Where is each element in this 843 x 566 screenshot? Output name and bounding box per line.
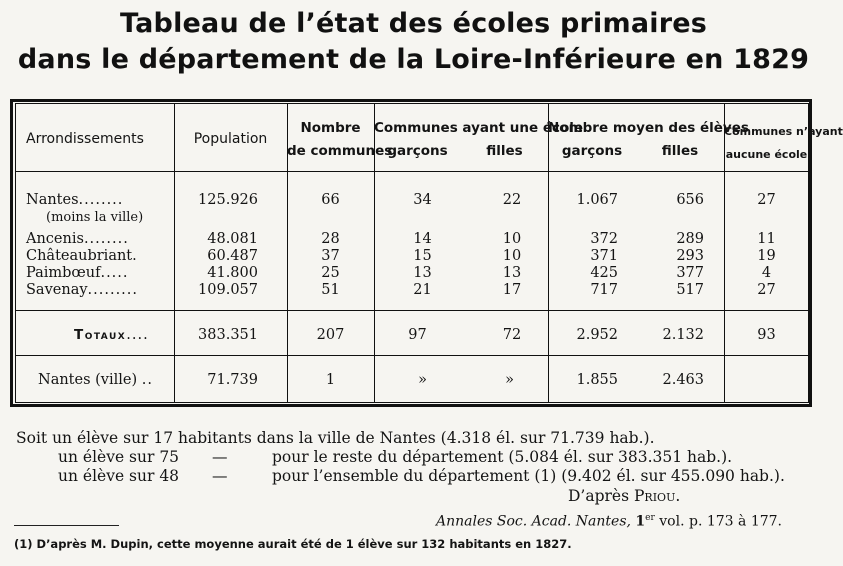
header-arrondissements: Arrondissements	[26, 131, 144, 147]
ville-divider	[15, 355, 809, 356]
row-arrondissement-cell	[26, 192, 123, 209]
row-arrondissement-name: Paimbœuf	[26, 265, 101, 281]
ville-dots: ..	[141, 372, 153, 388]
totals-divider	[15, 310, 809, 311]
row-arrondissement-cell	[26, 248, 138, 265]
title-line-1: Tableau de l’état des écoles primaires	[119, 8, 707, 39]
row-arrondissement-name: Châteaubriant	[26, 248, 133, 264]
row-sans: 27	[757, 192, 776, 208]
totals-ecole-filles: 72	[502, 327, 522, 343]
row-sans: 11	[757, 231, 776, 247]
row-eleves-f: 289	[676, 231, 704, 247]
row-eleves-f: 377	[676, 265, 704, 281]
footnote-rule	[14, 525, 119, 526]
source-vol-num: 1	[635, 513, 646, 530]
row-eleves-f: 656	[676, 192, 704, 208]
totals-ecole-garcons: 97	[408, 327, 427, 343]
summary-line-2-text: pour le reste du département (5.084 él. sur 383.351 hab.).	[272, 448, 733, 466]
summary-line-3-ratio: un élève sur 48	[58, 467, 180, 485]
ville-population: 71.739	[207, 372, 258, 388]
totals-population: 383.351	[198, 327, 258, 343]
header-nombre-moyen: Nombre moyen des élèves	[548, 120, 749, 136]
summary-line-2-ratio: un élève sur 75	[58, 448, 180, 466]
row-leader-dots: .....	[100, 265, 129, 281]
totals-eleves-garcons: 2.952	[576, 327, 618, 343]
row-ecole-g: 15	[413, 248, 432, 264]
header-divider	[15, 171, 809, 172]
totals-label: Totaux	[74, 327, 127, 343]
row-ecole-f: 17	[502, 282, 522, 298]
source-annales: Annales Soc. Acad. Nantes,	[436, 513, 631, 530]
row-ecole-g: 21	[413, 282, 432, 298]
footnote: (1) D’après M. Dupin, cette moyenne aurait été de 1 élève sur 132 habitants en 1827.	[14, 537, 572, 551]
row-leader-dots: ........	[83, 231, 129, 247]
header-nombre-line1: Nombre	[300, 120, 361, 136]
row-leader-dots: .........	[87, 282, 139, 298]
header-communes-ecole: Communes ayant une école	[374, 120, 584, 136]
totals-dots: ....	[126, 327, 149, 343]
row-communes: 25	[321, 265, 340, 281]
header-ecole-filles: filles	[486, 143, 523, 159]
totals-sans-ecole: 93	[757, 327, 776, 343]
row-population: 125.926	[198, 192, 258, 208]
ville-eleves-garcons: 1.855	[576, 372, 618, 388]
source-citation	[436, 509, 782, 531]
row-communes: 37	[321, 248, 340, 264]
row-leader-dots: .	[132, 248, 138, 264]
summary-line-2-dash: —	[212, 448, 228, 466]
header-eleves-garcons: garçons	[561, 143, 623, 159]
source-vol-rest: vol. p. 173 à 177.	[659, 513, 782, 530]
summary-line-3-text: pour l’ensemble du département (1) (9.402 él. sur 455.090 hab.).	[272, 467, 785, 485]
row-arrondissement-name: Nantes	[26, 192, 79, 208]
header-sans-ecole-line1: Communes n’ayant	[724, 125, 843, 138]
row-eleves-g: 1.067	[576, 192, 618, 208]
row-population: 109.057	[198, 282, 258, 298]
row-ecole-f: 22	[502, 192, 522, 208]
row-arrondissement-cell	[26, 265, 129, 282]
row-eleves-g: 717	[590, 282, 618, 298]
row-communes: 51	[321, 282, 340, 298]
row-ecole-g: 34	[413, 192, 432, 208]
row-population: 60.487	[207, 248, 258, 264]
row-arrondissement-cell	[26, 282, 138, 299]
row-eleves-f: 293	[676, 248, 704, 264]
row-arrondissement-name: Savenay	[26, 282, 88, 298]
ville-label: Nantes (ville)	[38, 372, 138, 388]
row-eleves-g: 372	[590, 231, 618, 247]
source-vol-sup: er	[645, 513, 655, 523]
row-eleves-g: 371	[590, 248, 618, 264]
row-sans: 19	[757, 248, 776, 264]
header-eleves-filles: filles	[661, 143, 699, 159]
source-attribution	[568, 487, 680, 505]
row-population: 48.081	[207, 231, 258, 247]
row-ecole-f: 10	[502, 248, 522, 264]
row-communes: 66	[321, 192, 340, 208]
summary-line-3-dash: —	[212, 467, 228, 485]
row-eleves-f: 517	[676, 282, 704, 298]
row-ecole-g: 14	[413, 231, 432, 247]
ville-label-cell	[38, 372, 153, 389]
totals-eleves-filles: 2.132	[662, 327, 704, 343]
ville-ecole-garcons: »	[418, 372, 427, 388]
header-ecole-garcons: garçons	[387, 143, 448, 159]
ville-ecole-filles: »	[505, 372, 514, 388]
header-sans-ecole-line2: aucune école	[725, 148, 808, 161]
row-sans: 27	[757, 282, 776, 298]
source-apres: D’après	[568, 487, 630, 505]
header-nombre-line2: de communes	[287, 143, 393, 159]
source-author: Priou.	[634, 487, 681, 505]
totals-communes: 207	[316, 327, 345, 343]
row-eleves-g: 425	[590, 265, 618, 281]
row-ecole-g: 13	[413, 265, 432, 281]
header-population: Population	[193, 131, 268, 147]
row-communes: 28	[321, 231, 340, 247]
row-population: 41.800	[207, 265, 258, 281]
ville-communes: 1	[325, 372, 336, 388]
row-ecole-f: 10	[502, 231, 522, 247]
row-arrondissement-name: Ancenis	[26, 231, 84, 247]
row-arrondissement-subtitle: (moins la ville)	[46, 210, 144, 225]
totals-label-cell	[74, 327, 149, 344]
row-ecole-f: 13	[502, 265, 522, 281]
row-leader-dots: ........	[78, 192, 124, 208]
row-sans: 4	[761, 265, 772, 281]
summary-line-1: Soit un élève sur 17 habitants dans la ville de Nantes (4.318 él. sur 71.739 hab.).	[16, 429, 655, 447]
row-arrondissement-cell	[26, 231, 129, 248]
ville-eleves-filles: 2.463	[662, 372, 704, 388]
title-line-2: dans le département de la Loire-Inférieure en 1829	[17, 44, 810, 75]
